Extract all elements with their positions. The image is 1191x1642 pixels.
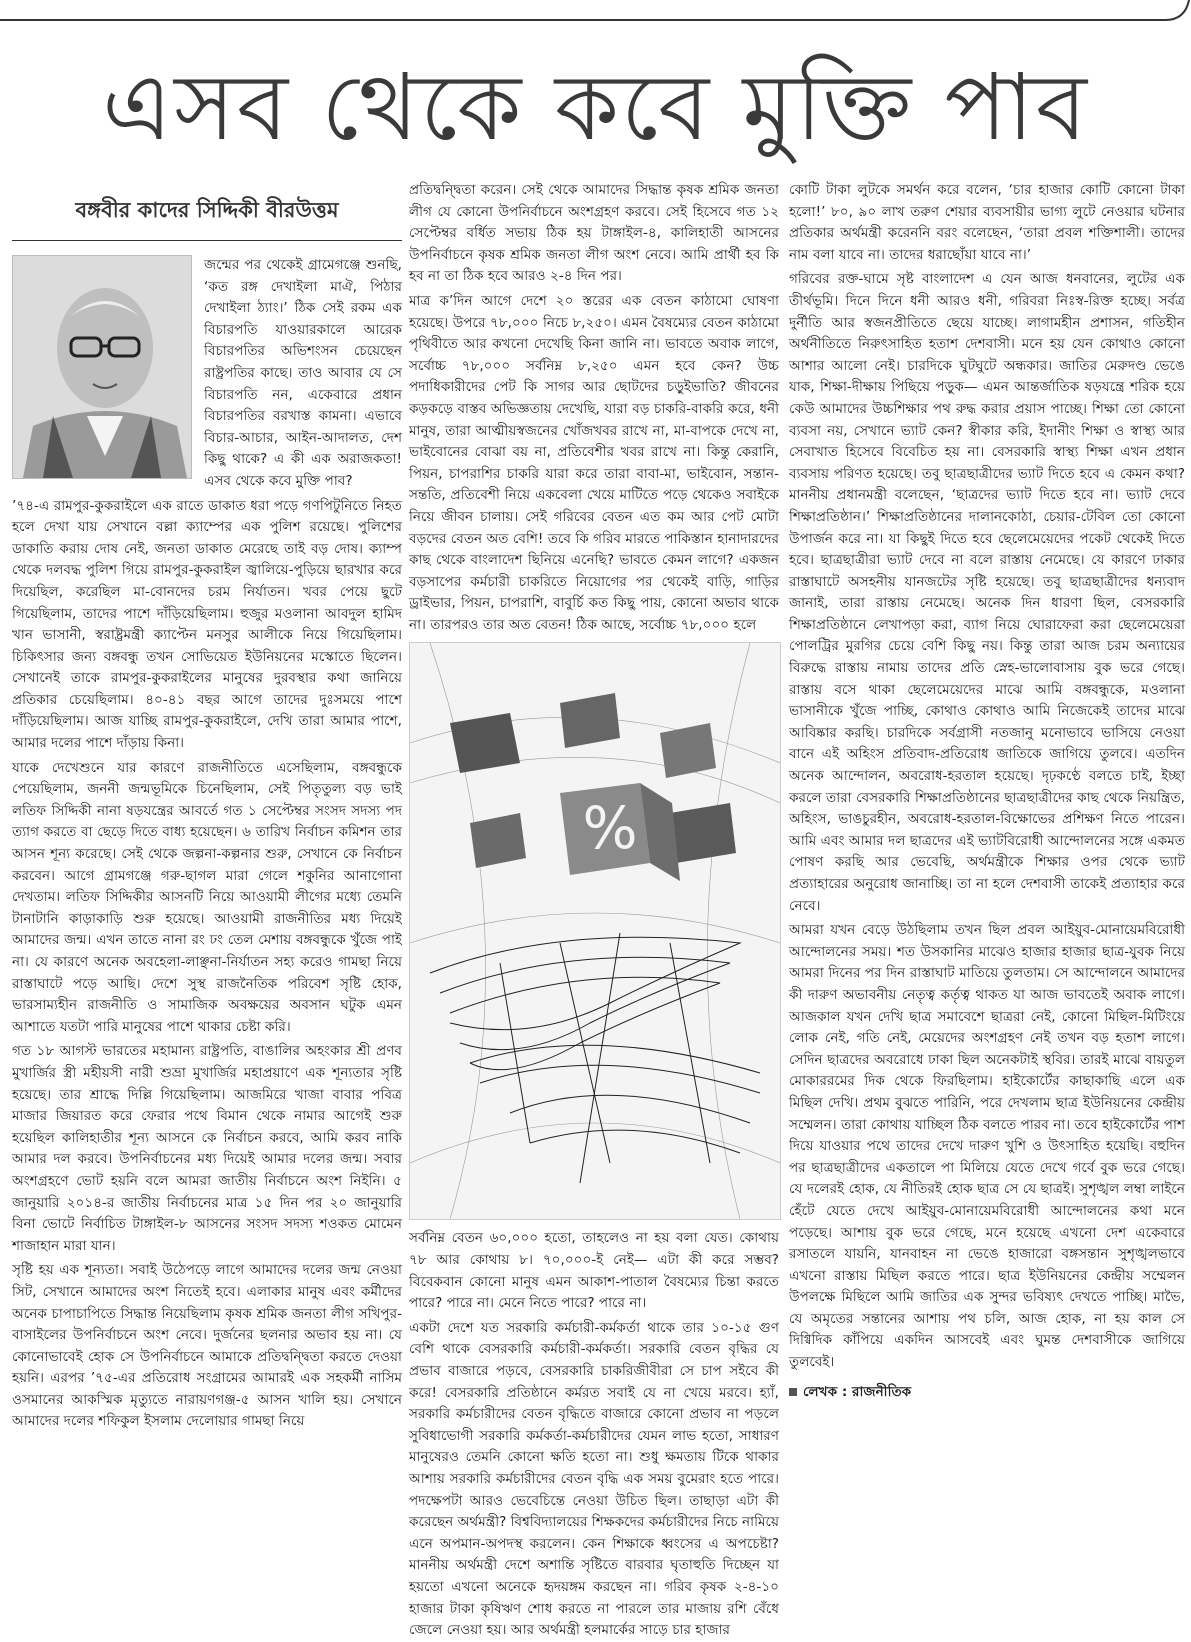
- percent-dice-graphic: [410, 643, 780, 1219]
- headline: এসব থেকে কবে মুক্তি পাব: [102, 54, 1089, 161]
- author-note-text: লেখক : রাজনীতিক: [803, 1383, 912, 1400]
- paragraph: সর্বনিম্ন বেতন ৬০,০০০ হতো, তাহলেও না হয় বলা যেত। কোথায় ৭৮ আর কোথায় ৮। ৭০,০০০-ই নেই— এটা কী করে সম্ভব? বিবেকবান কোনো মানুষ এমন আকাশ-পাতাল বৈষম্যের চিন্তা করতে পারে? পারে না। মেনে নিতে পারে? পারে না।: [409, 1230, 779, 1312]
- paragraph: গত ১৮ আগস্ট ভারতের মহামান্য রাষ্ট্রপতি, বাঙালির অহংকার শ্রী প্রণব মুখার্জির স্ত্রী মহীয়সী নারী শুভ্রা মুখার্জির মহাপ্রয়াণে এক শূন্যতার সৃষ্টি হয়েছে। তার শ্রাদ্ধে দিল্লি গিয়েছিলাম। আজমিরে খাজা বাবার পবিত্র মাজার জিয়ারত করে ফেরার পথে বিমান থেকে নামার আগেই শুরু হয়েছিল কালিহাতীর শূন্য আসনে কে নির্বাচন করবে, আমি করব নাকি আমার দল করবে। উপনির্বাচনের মধ্য দিয়েই আমার দলের জন্ম। সবার অংশগ্রহণে ভোট হয়নি বলে আমরা জাতীয় নির্বাচনে অংশ নিইনি। ৫ জানুয়ারি ২০১৪-র জাতীয় নির্বাচনের মাত্র ১৫ দিন পর ২০ জানুয়ারি বিনা ভোটে নির্বাচিত টাঙ্গাইল-৮ আসনের সংসদ সদস্য শওকত মোমেন শাজাহান মারা যান।: [12, 1043, 402, 1254]
- paragraph: গরিবের রক্ত-ঘামে সৃষ্ট বাংলাদেশ এ যেন আজ ধনবানের, লুটের এক তীর্থভূমি। দিনে দিনে ধনী আরও ধনী, গরিবরা নিঃস্ব-রিক্ত হচ্ছে। সর্বত্র দুর্নীতি আর স্বজনপ্রীতিতে ছেয়ে যাচ্ছে। লাগামহীন প্রশাসন, গতিহীন অর্থনীতিতে নিরুৎসাহিত হতাশ দেশবাসী। মনে হয় যেন কোথাও কোনো আশার আলো নেই। চারদিকে ঘুটঘুটে অন্ধকার। জাতির মেরুদণ্ড ভেঙে যাক, শিক্ষা-দীক্ষায় পিছিয়ে পড়ুক— এমন আন্তর্জাতিক ষড়যন্ত্রে শরিক হয়ে কেউ আমাদের উচ্চশিক্ষার পথ রুদ্ধ করার প্রয়াস পাচ্ছে। শিক্ষা তো কোনো ব্যবসা নয়, সেখানে ভ্যাট কেন? স্বীকার করি, ইদানীং শিক্ষা ও স্বাস্থ্য আর সেবাখাত হিসেবে বিবেচিত হয় না। বেসরকারি স্বাস্থ্য শিক্ষা এখন প্রধান ব্যবসায় পরিণত হয়েছে। তবু ছাত্রছাত্রীদের ভ্যাট দিতে হবে এ কেমন কথা? মাননীয় প্রধানমন্ত্রী বলেছেন, ‘ছাত্রদের ভ্যাট দিতে হবে না। ভ্যাট দেবে শিক্ষাপ্রতিষ্ঠান।’ শিক্ষাপ্রতিষ্ঠানের দালানকোঠা, চেয়ার-টেবিল তো কোনো উপার্জন করে না। যা কিছুই দিতে হবে ছেলেমেয়েদের পকেট থেকেই দিতে হবে। ছাত্রছাত্রীরা ভ্যাট দেবে না বলে রাস্তায় নেমেছে। যে কারণে ঢাকার রাস্তাঘাটে অসহনীয় যানজটের সৃষ্টি হয়েছে। তবু ছাত্রছাত্রীদের ধন্যবাদ জানাই, তারা রাস্তায় নেমেছে। অনেক দিন ধারণা ছিল, বেসরকারি শিক্ষাপ্রতিষ্ঠানে লেখাপড়া করা, ব্যাগ নিয়ে ঘোরাফেরা করা ছেলেমেয়েরা পোলট্রির মুরগির চেয়ে বেশি কিছু নয়। কিন্তু তারা আজ চরম অন্যায়ের বিরুদ্ধে রাস্তায় নামায় তাদের প্রতি স্নেহ-ভালোবাসায় বুক ভরে গেছে। রাস্তায় বসে থাকা ছেলেমেয়েদের মাঝে আমি বঙ্গবন্ধুকে, মওলানা ভাসানীকে খুঁজে পাচ্ছি, কোথাও কোথাও আমি নিজেকেই তাদের মাঝে আবিষ্কার করছি। চারদিকে সর্বগ্রাসী নতজানু মনোভাবে ভাসিয়ে নেওয়া বানে এই অহিংস প্রতিবাদ-প্রতিরোধ জাতিকে জাগিয়ে তুলবে। এতদিন অনেক আন্দোলন, অবরোধ-হরতাল হয়েছে। দৃঢ়কণ্ঠে বলতে চাই, ইচ্ছা করলে তারা বেসরকারি শিক্ষাপ্রতিষ্ঠানের ছাত্রছাত্রীদের কাছ থেকে নিয়ন্ত্রিত, অহিংস, ভাঙচুরহীন, অবরোধ-হরতাল-বিক্ষোভের প্রশিক্ষণ নিতে পারেন। আমি এবং আমার দল ছাত্রদের এই ভ্যাটবিরোধী আন্দোলনের সঙ্গে একমত পোষণ করছি আর ভেবেছি, অর্থমন্ত্রীকে শিক্ষার ওপর থেকে ভ্যাট প্রত্যাহারের অনুরোধ জানাচ্ছি। তা না হলে দেশবাসী তাকেই প্রত্যাহার করে নেবে।: [789, 271, 1185, 914]
- column-2-top-body: [409, 180, 779, 636]
- paragraph: কোটি টাকা লুটকে সমর্থন করে বলেন, ‘চার হাজার কোটি কোনো টাকা হলো!’ ৮০, ৯০ লাখ তরুণ শেয়ার ব্যবসায়ীর ভাগ্য লুটে নেওয়ার ঘটনার প্রতিকার অর্থমন্ত্রী করেননি বরং বলেছেন, ‘তারা প্রবল শক্তিশালী। তাদের নাম বলা যাবে না। তাদের ধরাছোঁয়া যাবে না।’: [789, 182, 1185, 263]
- frame-border: [0, 0, 1191, 22]
- author-photo: [12, 255, 192, 479]
- paragraph: জন্মের পর থেকেই গ্রামেগঞ্জে শুনছি, ‘কত রঙ্গ দেখাইলা মাঐ, পিঠার দেখাইলা ঠ্যাং।’ ঠিক সেই রকম এক বিচারপতি যাওয়ারকালে আরেক বিচারপতির অভিশংসন চেয়েছেন রাষ্ট্রপতির কাছে। তাও আবার যে সে বিচারপতি নন, একেবারে প্রধান বিচারপতির বরখাস্ত কামনা। এভাবে বিচার-আচার, আইন-আদালত, দেশ কিছু থাকে? এ কী এক অরাজকতা! এসব থেকে কবে মুক্তি পাব?: [204, 257, 402, 489]
- author-note: [789, 1382, 1185, 1404]
- column-2-bottom-body: [409, 1228, 779, 1641]
- byline: বঙ্গবীর কাদের সিদ্দিকী বীরউত্তম: [75, 198, 339, 222]
- paragraph: ’৭৪-এ রামপুর-কুকরাইলে এক রাতে ডাকাত ধরা পড়ে গণপিটুনিতে নিহত হলে দেখা যায় সেখানে বল্লা ক্যাম্পের এক পুলিশ রয়েছে। পুলিশের ডাকাতি করায় দোষ নেই, জনতা ডাকাত মেরেছে তাই বড় দোষ। ক্যাম্প থেকে দলবদ্ধ পুলিশ গিয়ে রামপুর-কুকরাইল জ্বালিয়ে-পুড়িয়ে ছারখার করে দিয়েছিল, করেছিল মা-বোনদের চরম নির্যাতন। খবর পেয়ে ছুটে গিয়েছিলাম, তাদের পাশে দাঁড়িয়েছিলাম। হুজুর মওলানা আবদুল হামিদ খান ভাসানী, স্বরাষ্ট্রমন্ত্রী ক্যাপ্টেন মনসুর আলীকে নিয়ে গিয়েছিলাম। চিকিৎসার জন্য বঙ্গবন্ধু তখন সোভিয়েত ইউনিয়নের মস্কোতে ছিলেন। সেখানেই তাকে রামপুর-কুকরাইলের মানুষের দুরবস্থার কথা জানিয়ে প্রতিকার চেয়েছিলাম। ৪০-৪১ বছর আগে তাদের দুঃসময়ে পাশে দাঁড়িয়েছিলাম। আজ যাচ্ছি রামপুর-কুকরাইলে, দেখি তারা আমার পাশে, আমার দলের পাশে দাঁড়ায় কিনা।: [12, 497, 402, 752]
- paragraph: যাকে দেখেশুনে যার কারণে রাজনীতিতে এসেছিলাম, বঙ্গবন্ধুকে পেয়েছিলাম, জননী জন্মভূমিকে চিনেছিলাম, সেই পিতৃতুল্য বড় ভাই লতিফ সিদ্দিকী নানা ষড়যন্ত্রের আবর্তে গত ১ সেপ্টেম্বর সংসদ সদস্য পদ ত্যাগ করতে বা ছেড়ে দিতে বাধ্য হয়েছেন। ৬ তারিখ নির্বাচন কমিশন তার আসন শূন্য করেছে। সেই থেকে জল্পনা-কল্পনার শুরু, সেখানে কে নির্বাচন করবেন। আগে গ্রামগঞ্জে গরু-ছাগল মারা গেলে শকুনির আনাগোনা দেখতাম। লতিফ সিদ্দিকীর আসনটি নিয়ে আওয়ামী লীগের মধ্যে তেমনি টানাটানি কাড়াকাড়ি শুরু হয়েছে। আওয়ামী রাজনীতির মধ্য দিয়েই আমাদের জন্ম। এখন তাতে নানা রং ঢং তেল মেশায় বঙ্গবন্ধুকে খুঁজে পাই না। যে কারণে অনেক অবহেলা-লাঞ্ছনা-নির্যাতন সহ্য করেও গামছা নিয়ে রাস্তাঘাটে পড়ে আছি। দেশে সুস্থ রাজনৈতিক পরিবেশ সৃষ্টি হোক, ভারসাম্যহীন রাজনীতি ও সামাজিক অবক্ষয়ের অবসান ঘটুক এমন আশাতে যতটা পারি মানুষের পাশে থাকার চেষ্টা করি।: [12, 759, 402, 1035]
- column-3: [789, 180, 1185, 1464]
- paragraph: একটা দেশে যত সরকারি কর্মচারী-কর্মকর্তা থাকে তার ১০-১৫ গুণ বেশি থাকে বেসরকারি কর্মচারী-কর্মকর্তা। সরকারি বেতন বৃদ্ধির যে প্রভাব বাজারে পড়বে, বেসরকারি চাকরিজীবীরা সে চাপ সইবে কী করে! বেসরকারি প্রতিষ্ঠানে কর্মরত সবাই যে না খেয়ে মরবে। হ্যাঁ, সরকারি কর্মচারীদের বেতন বৃদ্ধিতে বাজারে কোনো প্রভাব না পড়লে সুবিধাভোগী সরকারি কর্মকর্তা-কর্মচারীদের যেমন লাভ হতো, সাধারণ মানুষেরও তেমনি কোনো ক্ষতি হতো না। শুধু ক্ষমতায় টিকে থাকার আশায় সরকারি কর্মচারীদের বেতন বৃদ্ধি এক সময় বুমেরাং হতে পারে। পদক্ষেপটা আরও ভেবেচিন্তে নেওয়া উচিত ছিল। তাছাড়া এটা কী করেছেন অর্থমন্ত্রী? বিশ্ববিদ্যালয়ের শিক্ষকদের কর্মচারীদের নিচে নামিয়ে এনে অপমান-অপদস্থ করলেন। কেন শিক্ষাকে ধ্বংসের এ অপচেষ্টা? মাননীয় অর্থমন্ত্রী দেশে অশান্তি সৃষ্টিতে বারবার ঘৃতাহুতি দিচ্ছেন যা হয়তো এখনো অনেকে হৃদয়ঙ্গম করছেন না। গরিব কৃষক ২-৪-১০ হাজার টাকা কৃষিঋণ শোধ করতে না পারলে তার মাজায় রশি বেঁধে জেলে নেওয়া হয়। আর অর্থমন্ত্রী হলমার্কের সাড়ে চার হাজার: [409, 1319, 779, 1639]
- page-frame-top: [0, 0, 1191, 22]
- byline-rule: [12, 240, 402, 241]
- column-2: [409, 180, 779, 1639]
- author-portrait-illustration: [13, 256, 191, 478]
- percentage-dice-illustration: [409, 642, 781, 1220]
- svg-text:%: %: [582, 794, 638, 863]
- paragraph: সৃষ্টি হয় এক শূন্যতা। সবাই উঠেপড়ে লাগে আমাদের দলের জন্ম নেওয়া সিট, সেখানে আমাদের অংশ নিতেই হবে। এলাকার মানুষ এবং কর্মীদের অনেক চাপাচাপিতে সিদ্ধান্ত নিয়েছিলাম কৃষক শ্রমিক জনতা লীগ সখিপুর-বাসাইলের উপনির্বাচনে অংশ নেবে। দুর্জনের ছলনার অভাব হয় না। যে কোনোভাবেই হোক সে উপনির্বাচনে আমাকে প্রতিদ্বন্দ্বিতা করতে দেওয়া হয়নি। এরপর ’৭৫-এর প্রতিরোধ সংগ্রামের আমারই এক সহকর্মী নাসিম ওসমানের আকস্মিক মৃত্যুতে নারায়ণগঞ্জ-৫ আসন খালি হয়। সেখানে আমাদের দলের শফিকুল ইসলাম দেলোয়ার গামছা নিয়ে: [12, 1262, 402, 1430]
- paragraph: আমরা যখন বেড়ে উঠছিলাম তখন ছিল প্রবল আইয়ুব-মোনায়েমবিরোধী আন্দোলনের সময়। শত উসকানির মাঝেও হাজার হাজার ছাত্র-যুবক নিয়ে আমরা দিনের পর দিন রাস্তাঘাট মাতিয়ে তুলতাম। সে আন্দোলনে আমাদের কী দারুণ অভাবনীয় নেতৃত্ব কর্তৃত্ব থাকত যা আজ ভাবতেই অবাক লাগে। আজকাল যখন দেখি ছাত্র সমাবেশে ছাত্ররা নেই, কোনো মিছিল-মিটিংয়ে লোক নেই, গতি নেই, মেয়েদের অংশগ্রহণ নেই তখন বড় হতাশ লাগে। সেদিন ছাত্রদের অবরোধে ঢাকা ছিল অনেকটাই স্থবির। তারই মাঝে বায়তুল মোকাররমের দিক থেকে ফিরছিলাম। হাইকোর্টের কাছাকাছি এলে এক মিছিল দেখি। প্রথম বুঝতে পারিনি, পরে দেখলাম ছাত্র ইউনিয়নের কেন্দ্রীয় সম্মেলন। তারা কোথায় যাচ্ছিল ঠিক বলতে পারব না। তবে হাইকোর্টের পাশ দিয়ে যাওয়ার পথে তাদের দেখে দারুণ খুশি ও উৎসাহিত হয়েছি। বহুদিন পর ছাত্রছাত্রীদের একতালে পা মিলিয়ে যেতে দেখে গর্বে বুক ভরে গেছে। যে দলেরই হোক, যে নীতিরই হোক ছাত্র সে যে ছাত্রই। সুশৃঙ্খল লম্বা লাইনে হেঁটে যেতে দেখে আইয়ুব-মোনায়েমবিরোধী আন্দোলনের কথা মনে পড়েছে। আশায় বুক ভরে গেছে, মনে হয়েছে এখনো দেশ একেবারে রসাতলে যায়নি, যানবাহন না ভেঙে হাজারো বঙ্গসন্তান সুশৃঙ্খলভাবে এখনো রাস্তায় মিছিল করতে পারে। ছাত্র ইউনিয়নের কেন্দ্রীয় সম্মেলন উপলক্ষে মিছিলে আমি জাতির এক সুন্দর ভবিষ্যৎ দেখতে পাচ্ছি। মাভৈ, যে অমৃতের সন্তানের আশায় পথ চলি, আজ হোক, না হয় কাল সে দিগ্বিদিক কাঁপিয়ে একদিন আসবেই এবং ঘুমন্ত দেশবাসীকে জাগিয়ে তুলবেই।: [789, 922, 1185, 1371]
- paragraph: মাত্র ক’দিন আগে দেশে ২০ স্তরের এক বেতন কাঠামো ঘোষণা হয়েছে। উপরে ৭৮,০০০ নিচে ৮,২৫০। এমন বৈষম্যের বেতন কাঠামো পৃথিবীতে আর কখনো দেখেছি কিনা জানি না। ভাবতে অবাক লাগে, সর্বোচ্চ ৭৮,০০০ সর্বনিম্ন ৮,২৫০ এমন হবে কেন? উচ্চ পদাধিকারীদের পেট কি সাগর আর ছোটদের চড়ুইভাতি? জীবনের কড়কড়ে বাস্তব অভিজ্ঞতায় দেখেছি, যারা বড় চাকরি-বাকরি করে, ধনী মানুষ, তারা আত্মীয়স্বজনের খোঁজখবর রাখে না, মা-বাপকে দেখে না, ভাইবোনের বোঝা বয় না, প্রতিবেশীর খবর রাখে না। কিন্তু কেরানি, পিয়ন, চাপরাশির চাকরি যারা করে তারা বাবা-মা, ভাইবোন, সন্তান-সন্ততি, প্রতিবেশী নিয়ে একবেলা খেয়ে মাটিতে পড়ে থেকেও সবাইকে নিয়ে জীবন চালায়। সেই গরিবের বেতন এত কম আর পেট মোটা বড়দের বেতন অত বেশি! তবে কি গরিব মারতে পাকিস্তান হানাদারদের কাছ থেকে বাংলাদেশ ছিনিয়ে এনেছি? ভাবতে কেমন লাগে? একজন বড়সাপের কর্মচারী চাকরিতে নিয়োগের পর থেকেই বাড়ি, গাড়ির ড্রাইভার, পিয়ন, চাপরাশি, বাবুর্চি কত কিছু পায়, কোনো অভাব থাকে না। তারপরও তার অত বেতন! ঠিক আছে, সর্বোচ্চ ৭৮,০০০ হলে: [409, 292, 779, 633]
- paragraph: প্রতিদ্বন্দ্বিতা করেন। সেই থেকে আমাদের সিদ্ধান্ত কৃষক শ্রমিক জনতা লীগ যে কোনো উপনির্বাচনে অংশগ্রহণ করবে। সেই হিসেবে গত ১২ সেপ্টেম্বর বর্ধিত সভায় ঠিক হয় টাঙ্গাইল-৪, কালিহাতী আসনের উপনির্বাচনে কৃষক শ্রমিক জনতা লীগ অংশ নেবে। আমি প্রার্থী হব কি হব না তা ঠিক হবে আরও ২-৪ দিন পর।: [409, 182, 779, 285]
- column-3-body: [789, 180, 1185, 1374]
- author-note-bullet-icon: [789, 1388, 797, 1396]
- column-1: [12, 180, 402, 1464]
